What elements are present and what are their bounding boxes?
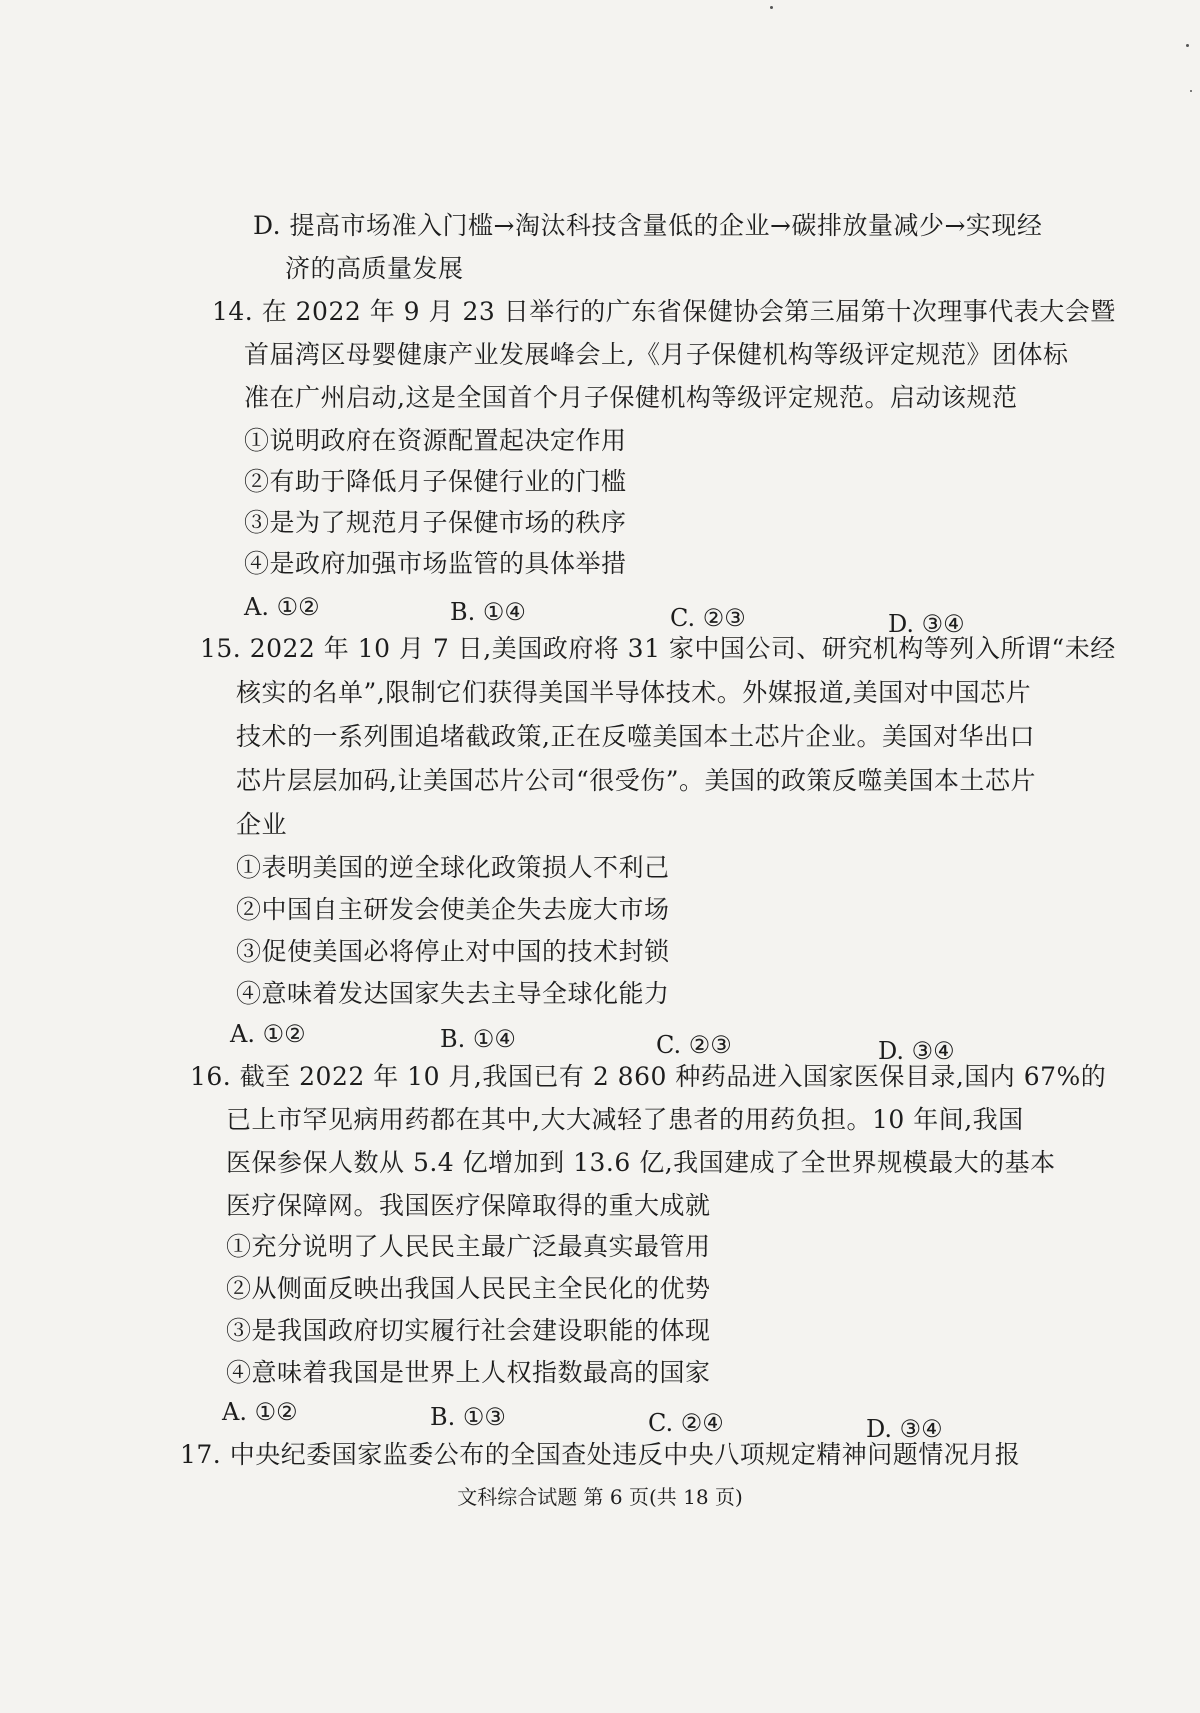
page-footer: 文科综合试题 第 6 页(共 18 页): [457, 1485, 743, 1509]
scan-speck: [1190, 90, 1192, 92]
q15-stem-line2: 核实的名单”,限制它们获得美国半导体技术。外媒报道,美国对中国芯片: [236, 678, 1032, 707]
q13-option-d-line2: 济的高质量发展: [285, 254, 464, 283]
q14-option-a: A. ①②: [244, 593, 320, 621]
q15-option-a: A. ①②: [230, 1020, 306, 1048]
q16-stem-line4: 医疗保障网。我国医疗保障取得的重大成就: [226, 1191, 711, 1220]
q14-stem-line2: 首届湾区母婴健康产业发展峰会上,《月子保健机构等级评定规范》团体标: [244, 340, 1069, 369]
q14-stem-line1: 14. 在 2022 年 9 月 23 日举行的广东省保健协会第三届第十次理事代表大会暨: [212, 297, 1116, 326]
q15-stem-line1: 15. 2022 年 10 月 7 日,美国政府将 31 家中国公司、研究机构等列入所谓“未经: [200, 634, 1116, 663]
q14-option-d: D. ③④: [888, 610, 965, 638]
q14-stem-line3: 准在广州启动,这是全国首个月子保健机构等级评定规范。启动该规范: [244, 383, 1018, 412]
q16-stem-line3: 医保参保人数从 5.4 亿增加到 13.6 亿,我国建成了全世界规模最大的基本: [226, 1148, 1056, 1177]
q13-option-d-line1: D. 提高市场准入门槛→淘汰科技含量低的企业→碳排放量减少→实现经: [253, 211, 1043, 240]
q15-item-2: ②中国自主研发会使美企失去庞大市场: [236, 895, 670, 924]
q15-stem-line5: 企业: [236, 810, 288, 839]
q16-stem-line2: 已上市罕见病用药都在其中,大大减轻了患者的用药负担。10 年间,我国: [226, 1105, 1024, 1134]
q14-item-2: ②有助于降低月子保健行业的门槛: [244, 467, 627, 496]
q16-option-b: B. ①③: [430, 1403, 506, 1431]
q16-item-1: ①充分说明了人民民主最广泛最真实最管用: [226, 1232, 711, 1261]
q16-stem-line1: 16. 截至 2022 年 10 月,我国已有 2 860 种药品进入国家医保目录,国内 67%的: [190, 1062, 1107, 1091]
q17-stem-line1: 17. 中央纪委国家监委公布的全国查处违反中央八项规定精神问题情况月报: [180, 1440, 1021, 1469]
scan-speck: [770, 6, 773, 9]
q15-item-1: ①表明美国的逆全球化政策损人不利己: [236, 853, 670, 882]
q15-option-b: B. ①④: [440, 1025, 516, 1053]
q16-option-d: D. ③④: [866, 1415, 943, 1443]
q14-item-4: ④是政府加强市场监管的具体举措: [244, 549, 627, 578]
q14-item-1: ①说明政府在资源配置起决定作用: [244, 426, 627, 455]
q15-item-4: ④意味着发达国家失去主导全球化能力: [236, 979, 670, 1008]
q16-item-4: ④意味着我国是世界上人权指数最高的国家: [226, 1358, 711, 1387]
q15-option-d: D. ③④: [878, 1037, 955, 1065]
q15-stem-line4: 芯片层层加码,让美国芯片公司“很受伤”。美国的政策反噬美国本土芯片: [236, 766, 1037, 795]
q14-option-c: C. ②③: [670, 604, 746, 632]
q15-option-c: C. ②③: [656, 1031, 732, 1059]
q16-option-a: A. ①②: [222, 1398, 298, 1426]
q14-item-3: ③是为了规范月子保健市场的秩序: [244, 508, 627, 537]
q16-option-c: C. ②④: [648, 1409, 724, 1437]
q14-option-b: B. ①④: [450, 598, 526, 626]
scan-speck: [1186, 44, 1189, 47]
q16-item-2: ②从侧面反映出我国人民民主全民化的优势: [226, 1274, 711, 1303]
q15-item-3: ③促使美国必将停止对中国的技术封锁: [236, 937, 670, 966]
q15-stem-line3: 技术的一系列围追堵截政策,正在反噬美国本土芯片企业。美国对华出口: [236, 722, 1035, 751]
q16-item-3: ③是我国政府切实履行社会建设职能的体现: [226, 1316, 711, 1345]
